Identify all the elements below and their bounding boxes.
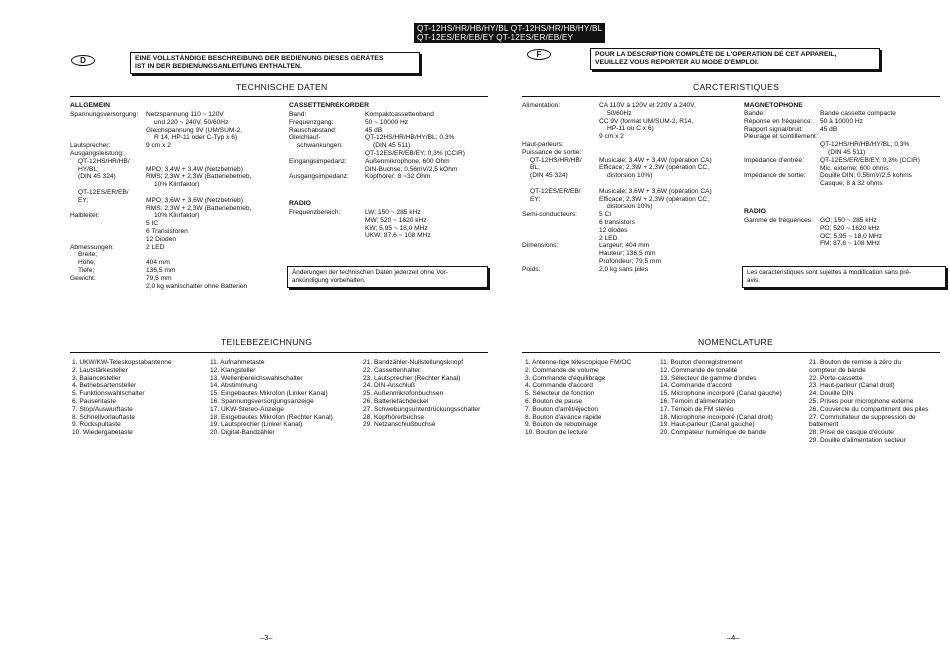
part-item: 6. Bouton de pause [525, 397, 583, 405]
de-change-note [287, 266, 488, 288]
part-item: 10. Bouton de lecture [525, 429, 588, 437]
spec-value [146, 189, 282, 197]
part-item: 3. Balancesteller [72, 374, 121, 382]
de-change-note-line-2: ankündigung vorbehalten. [292, 276, 366, 284]
part-item: 26. Couvercle du compartiment des piles [809, 405, 929, 413]
spec-value: Mic. externe; 600 ohms [820, 164, 889, 172]
de-general-heading: ALLGEMEIN [70, 102, 111, 109]
part-item: 1. Antenne-tige télescopique FM/OC [525, 359, 632, 366]
part-item: 17. UKW-Stereo-Anzeige [210, 405, 284, 413]
part-item: 5. Funktionswahlschalter [72, 390, 145, 398]
spec-label: QT-12HS/HR/HB/ [78, 157, 130, 165]
de-notice-line-1: EINE VOLLSTÄNDIGE BESCHREIBUNG DER BEDIENUNG DIESES GERÄTES [135, 55, 384, 62]
spec-value [146, 158, 282, 166]
de-cassette-values [365, 111, 489, 181]
spec-value: 10% Klirrfaktor) [154, 212, 200, 220]
spec-value: FM; 87,6 ~ 108 MHz [820, 240, 880, 248]
spec-label: Pleurage et scintillement: [744, 133, 818, 141]
spec-label: QT-12ES/ER/EB/ [78, 188, 129, 196]
spec-value [146, 150, 282, 158]
spec-label: EY; [530, 195, 541, 203]
model-banner [414, 23, 605, 43]
fr-parts-rule [522, 352, 940, 353]
part-item: 23. Haut-parleur (Canal droit) [809, 382, 895, 390]
part-item: 1. UKW/KW-Teleskopstabantenne [72, 359, 172, 366]
spec-label: Poids: [522, 265, 541, 273]
spec-label [744, 149, 820, 157]
part-item: 4. Commande d'accord [525, 382, 593, 390]
spec-label [522, 227, 598, 235]
spec-label [522, 235, 598, 243]
fr-radio-heading: RADIO [744, 208, 766, 215]
part-item: 20. Digital-Bandzähler [210, 429, 275, 437]
part-item: 2. Lautstärkesteller [72, 366, 128, 374]
spec-label: EY; [78, 196, 89, 204]
part-item: 5. Sélecteur de fonction [525, 390, 595, 398]
spec-label [522, 110, 598, 118]
spec-value: 2,0 kg sans piles [599, 265, 649, 273]
spec-label: Band: [289, 111, 307, 118]
spec-label [70, 127, 148, 135]
spec-value: 50 à 10000 Hz [820, 117, 863, 125]
spec-value: UKW; 87,6 ~ 108 MHz [365, 232, 431, 240]
spec-value: QT-12ES/ER/EB/EY; 0,3% (CCIR) [365, 149, 465, 157]
part-item: 11. Aufnahmetaste [210, 359, 265, 366]
part-item: 14. Abstimmung [210, 382, 258, 390]
spec-value: Musicale; 3,4W + 3,4W (opération CA) [599, 156, 712, 164]
spec-value [146, 251, 282, 259]
spec-label: Bande: [744, 110, 765, 117]
spec-value: RMS; 2,3W + 2,3W (Batteriebetrieb, [146, 173, 252, 181]
spec-value: Douille DIN; 0,56mV/2,5 kohms [820, 172, 912, 180]
spec-value: PO; 520 ~ 1620 kHz [820, 224, 880, 232]
spec-value: MPO; 3,6W + 3,6W (Netzbetrieb) [146, 196, 243, 204]
part-item: 16. Spannungsversorgungsanzeige [210, 397, 314, 405]
part-item: 21. Bouton de remise à zéro du [809, 359, 902, 366]
spec-value: CC 9V (format UM/SUM-2, R14, [599, 117, 694, 125]
spec-value: 404 mm [146, 259, 170, 267]
spec-label [522, 219, 598, 227]
fr-change-note-line-2: avis. [747, 276, 761, 284]
spec-label: Breite; [78, 251, 98, 259]
spec-label: Frequenzgang: [289, 118, 334, 126]
spec-label: Rapport signal/bruit: [744, 125, 804, 133]
de-radio-values [365, 209, 431, 240]
fr-magnetophone-heading: MAGNETOPHONE [744, 102, 803, 109]
spec-label: (DIN 45 324) [530, 172, 568, 180]
spec-value: 5 CI [599, 211, 612, 219]
de-parts-list-1 [72, 359, 172, 437]
language-badge-de: D [71, 55, 95, 66]
spec-label: Abmessungen: [70, 243, 114, 251]
part-item: 8. Bouton d'avance rapide [525, 413, 602, 421]
de-specs-title: TECHNISCHE DATEN [236, 82, 328, 92]
spec-value: 12 Dioden [146, 235, 177, 243]
part-item: 11. Bouton d'enregistrement [660, 359, 743, 366]
spec-value: Musicale; 3,6W + 3,6W (opération CA) [599, 187, 712, 195]
fr-notice-line-2: VEUILLEZ VOUS REPORTER AU MODE D'EMPLOI. [595, 59, 759, 66]
spec-label: Gewicht: [70, 274, 96, 282]
spec-label [744, 141, 820, 149]
part-item: 21. Bandzähler-Nullstellungsknopf [363, 359, 464, 366]
spec-value [820, 133, 944, 141]
spec-label: Dimensions: [522, 242, 559, 250]
de-notice-box [130, 52, 420, 74]
spec-value: 45 dB [365, 126, 383, 134]
fr-notice-line-1: POUR LA DESCRIPTION COMPLÈTE DE L'OPERATION DE CET APPAREIL, [595, 51, 837, 58]
spec-value: LW; 150 ~ 285 kHz [365, 209, 421, 216]
spec-label: Réponse en fréquence: [744, 117, 813, 125]
spec-value: distorsion 10%) [607, 203, 653, 211]
part-item: 2. Commande de volume [525, 366, 599, 374]
spec-value: Bande cassette compacte [820, 110, 896, 117]
spec-value: MW; 520 ~ 1620 kHz [365, 216, 427, 224]
fr-magnetophone-values [820, 110, 944, 188]
spec-value [599, 149, 739, 157]
spec-label: Rauschabstand: [289, 126, 337, 134]
spec-label [522, 258, 598, 266]
model-line-1: QT-12HS/HR/HB/HY/BL QT-12HS/HR/HB/HY/BL [417, 24, 603, 33]
spec-label: Puissance de sortie: [522, 148, 582, 156]
fr-parts-list-3 [809, 359, 928, 445]
spec-label: Tiefe; [78, 266, 95, 274]
part-item: 7. Bouton d'arrêt/éjection [525, 405, 599, 413]
spec-value: 79,5 mm [146, 274, 172, 282]
part-item: 12. Commande de tonalité [660, 366, 738, 374]
fr-change-note [742, 266, 946, 288]
spec-label [70, 220, 148, 228]
part-item: compteur de bande [809, 366, 866, 374]
spec-value: Efficace; 2,3W + 2,3W (opération CC, [599, 195, 710, 203]
spec-value [599, 180, 739, 188]
de-change-note-line-1: Änderungen der technischen Daten jederzeit ohne Vor- [292, 269, 448, 276]
de-radio-heading: RADIO [289, 200, 311, 207]
de-general-labels [70, 111, 148, 283]
spec-label [522, 250, 598, 258]
part-item: 22. Porte-cassette [809, 374, 863, 382]
spec-label: Impédance de sortie: [744, 172, 806, 180]
part-item: 28. Kopfhörerbuchse [363, 413, 425, 421]
spec-value: GO; 150 ~ 285 kHz [820, 217, 877, 224]
part-item: 17. Témoin de FM stéréo [660, 405, 734, 413]
spec-value: 6 Transistoren [146, 227, 188, 235]
spec-value: distorsion 10%) [607, 172, 653, 180]
spec-label [70, 205, 148, 213]
spec-value: 2,0 kg wahlschalter ohne Batterien [146, 282, 248, 290]
spec-label: Gleichlauf- [289, 134, 321, 142]
page-number-fr: –4– [727, 633, 740, 642]
spec-value [599, 141, 739, 149]
spec-value: MPO; 3,4W + 3,4W (Netzbetrieb) [146, 165, 243, 173]
spec-label: Haut-parleurs: [522, 140, 564, 148]
spec-value: DIN-Buchse; 0,56mV/2,5 kOhm [365, 165, 458, 173]
spec-value: (DIN 45 511) [373, 142, 411, 150]
spec-label: Alimentation: [522, 102, 561, 109]
spec-label: Spannungsversorgung: [70, 111, 139, 118]
spec-label: QT-12ES/ER/EB/ [530, 187, 581, 195]
spec-value: Casque; 8 à 32 ohms [820, 180, 883, 188]
spec-label [70, 119, 148, 127]
part-item: 10. Wiedergabetaste [72, 429, 133, 437]
part-item: 6. Pausentaste [72, 397, 116, 405]
fr-radio-label: Gamme de fréquences: [744, 217, 813, 224]
part-item: 27. Schwebungsunterdrückungsschalter [363, 405, 481, 413]
part-item: 9. Rückspultaste [72, 421, 121, 429]
de-notice-line-2: IST IN DER BEDIENUNGSANLEITUNG ENTHALTEN. [135, 63, 302, 70]
fr-specs-title: CARCTERISTIQUES [693, 82, 780, 92]
spec-value: Kompaktcassettenband [365, 111, 434, 118]
part-item: 18. Microphone incorporé (Canal droit) [660, 413, 773, 421]
spec-value: 5 IC [146, 220, 159, 228]
part-item: 7. Stop/Auswurftaste [72, 405, 133, 413]
fr-parts-list-2 [660, 359, 782, 437]
part-item: 15. Microphone incorporé (Canal gauche) [660, 390, 782, 398]
part-item: 24. DIN-Anschluß [363, 382, 416, 390]
spec-value: 2 LED [599, 234, 618, 242]
spec-value: Gleichspannung 9V (UM/SUM-2, [146, 126, 243, 134]
fr-general-values [599, 102, 739, 274]
de-radio-label: Frequenzbereich: [289, 209, 341, 216]
spec-label: Höhe; [78, 259, 96, 267]
part-item: 20. Compateur numérique de bande [660, 429, 766, 437]
spec-value: QT-12HS/HR/HB/HY/BL; 0,3% [365, 134, 455, 142]
spec-value: 136,5 mm [146, 266, 176, 274]
spec-label [522, 125, 598, 133]
model-line-2: QT-12ES/ER/EB/EY QT-12ES/ER/EB/EY [417, 33, 574, 42]
spec-value: CA 110V à 120V et 220V à 240V, [599, 102, 696, 109]
part-item: 14. Commande d'accord [660, 382, 732, 390]
part-item: 13. Wellenbereichswahlschalter [210, 374, 303, 382]
spec-value: R 14, HP-11 oder C-Typ x 6) [154, 134, 238, 142]
fr-general-labels [522, 102, 598, 274]
spec-label [522, 180, 598, 188]
part-item: 18. Eingebautes Mikrofon (Rechter Kanal) [210, 413, 333, 421]
spec-label [289, 150, 365, 158]
fr-magnetophone-labels [744, 110, 820, 180]
fr-radio-values [820, 217, 882, 248]
spec-value: HP-11 ou C x 6) [607, 125, 654, 133]
spec-value: Kopfhörer; 8 ~32 Ohm [365, 173, 431, 181]
spec-label [70, 236, 148, 244]
spec-label: Semi-conducteurs: [522, 211, 577, 219]
spec-value: 9 cm x 2 [146, 142, 171, 150]
spec-value: OC; 5,95 ~ 18,0 MHz [820, 232, 883, 240]
spec-value: QT-12HS/HR/HB/HY/BL; 0,3% [820, 141, 910, 149]
page-number-de: –3– [260, 633, 273, 642]
de-cassette-heading: CASSETTENREKORDER [289, 102, 370, 109]
de-cassette-labels [289, 111, 365, 181]
spec-value: Außenmikrophone; 600 Ohm [365, 157, 450, 165]
de-parts-title: TEILEBEZEICHNUNG [221, 337, 313, 347]
spec-label [522, 133, 598, 141]
part-item: 29. Douille d'alimentation secteur [809, 436, 906, 444]
fr-parts-title: NOMENCLATURE [698, 337, 774, 347]
spec-label: schwankungen: [297, 142, 343, 150]
spec-value: 50/60Hz [607, 109, 632, 117]
spec-value: 10% Klirrfaktor) [154, 181, 200, 189]
part-item: 27. Commutateur de suppression de [809, 413, 916, 421]
de-parts-rule [70, 352, 488, 353]
spec-label [744, 165, 820, 173]
fr-notice-box [590, 48, 880, 70]
spec-value: (DIN 45 511) [828, 148, 866, 156]
spec-label [289, 166, 365, 174]
fr-change-note-line-1: Les caractéristiques sont sujettes à modification sans pré- [747, 269, 912, 276]
part-item: 3. Commande d'équilibrage [525, 374, 606, 382]
fr-title-rule [522, 96, 940, 97]
spec-label: HY/BL; [78, 165, 99, 173]
spec-value: Largeur; 404 mm [599, 242, 650, 250]
spec-value: 6 transistors [599, 218, 635, 226]
spec-value: 45 dB [820, 125, 838, 133]
spec-value: 12 diodes [599, 226, 628, 234]
part-item: 24. Douille DIN [809, 390, 854, 398]
spec-label: (DIN 45 324) [78, 173, 116, 181]
spec-label: Halbleiter: [70, 212, 100, 220]
part-item: 4. Betriebsartensteller [72, 382, 137, 390]
spec-value: 50 ~ 10000 Hz [365, 118, 409, 126]
spec-label [70, 134, 148, 142]
de-title-rule [70, 96, 488, 97]
spec-label: BL; [530, 164, 540, 172]
part-item: 19. Haut-parleur (Canal gauche) [660, 421, 755, 429]
part-item: 29. Netzanschlußbuchse [363, 421, 436, 429]
part-item: 12. Klangsteller [210, 366, 256, 374]
spec-value: Hauteur; 136,5 mm [599, 250, 656, 258]
part-item: 28. Prise de casque d'écoute [809, 429, 894, 437]
spec-label [522, 118, 598, 126]
part-item: battement [809, 421, 839, 429]
spec-value: Efficace; 2,3W + 2,3W (opération CC, [599, 164, 710, 172]
spec-value: 2 LED [146, 243, 165, 251]
spec-value: QT-12ES/ER/EB/EY; 0,3% (CCIR) [820, 156, 920, 164]
de-parts-list-2 [210, 359, 333, 437]
part-item: 26. Batteriefachdeckel [363, 397, 429, 405]
spec-value: Profondeur; 79,5 mm [599, 257, 661, 265]
de-parts-list-3 [363, 359, 480, 429]
fr-parts-list-1 [525, 359, 631, 437]
spec-value: Netzspannung 110 ~ 120V [146, 111, 224, 118]
language-badge-fr: F [527, 49, 551, 60]
spec-label [70, 181, 148, 189]
de-general-values [146, 111, 282, 290]
spec-value: RMS; 2,3W + 2,3W (Batteriebetrieb, [146, 204, 252, 212]
part-item: 16. Témoin d'alimentation [660, 397, 736, 405]
spec-label: Impédance d'entrée: [744, 156, 804, 164]
part-item: 23. Lautsprecher (Rechter Kanal) [363, 374, 461, 382]
part-item: 9. Bouton de rebobinage [525, 421, 598, 429]
spec-label: QT-12HS/HR/HB/ [530, 156, 582, 164]
spec-value: KW; 5,95 ~ 18,0 MHz [365, 224, 428, 232]
spec-label: Ausgangsleistung: [70, 149, 124, 157]
part-item: 15. Eingebautes Mikrofon (Linker Kanal) [210, 390, 328, 398]
spec-label: Eingangsimpedanz: [289, 157, 347, 165]
part-item: 8. Schnellvorlauftaste [72, 413, 136, 421]
part-item: 22. Cassettenhalter [363, 366, 421, 374]
spec-label [522, 203, 598, 211]
part-item: 25. Außenmikrofonbuchsen [363, 390, 444, 398]
spec-value: und 220 ~ 240V, 50/60Hz [154, 118, 229, 126]
part-item: 19. Lautsprecher (Linker Kanal) [210, 421, 303, 429]
part-item: 13. Sélecteur de gamme d'ondes [660, 374, 757, 382]
spec-label: Ausgangsimpedanz: [289, 173, 349, 181]
spec-label [70, 228, 148, 236]
part-item: 25. Prises pour microphone externe [809, 397, 914, 405]
spec-label: Lautsprecher: [70, 142, 111, 150]
spec-value: 9 cm x 2 [599, 133, 624, 141]
